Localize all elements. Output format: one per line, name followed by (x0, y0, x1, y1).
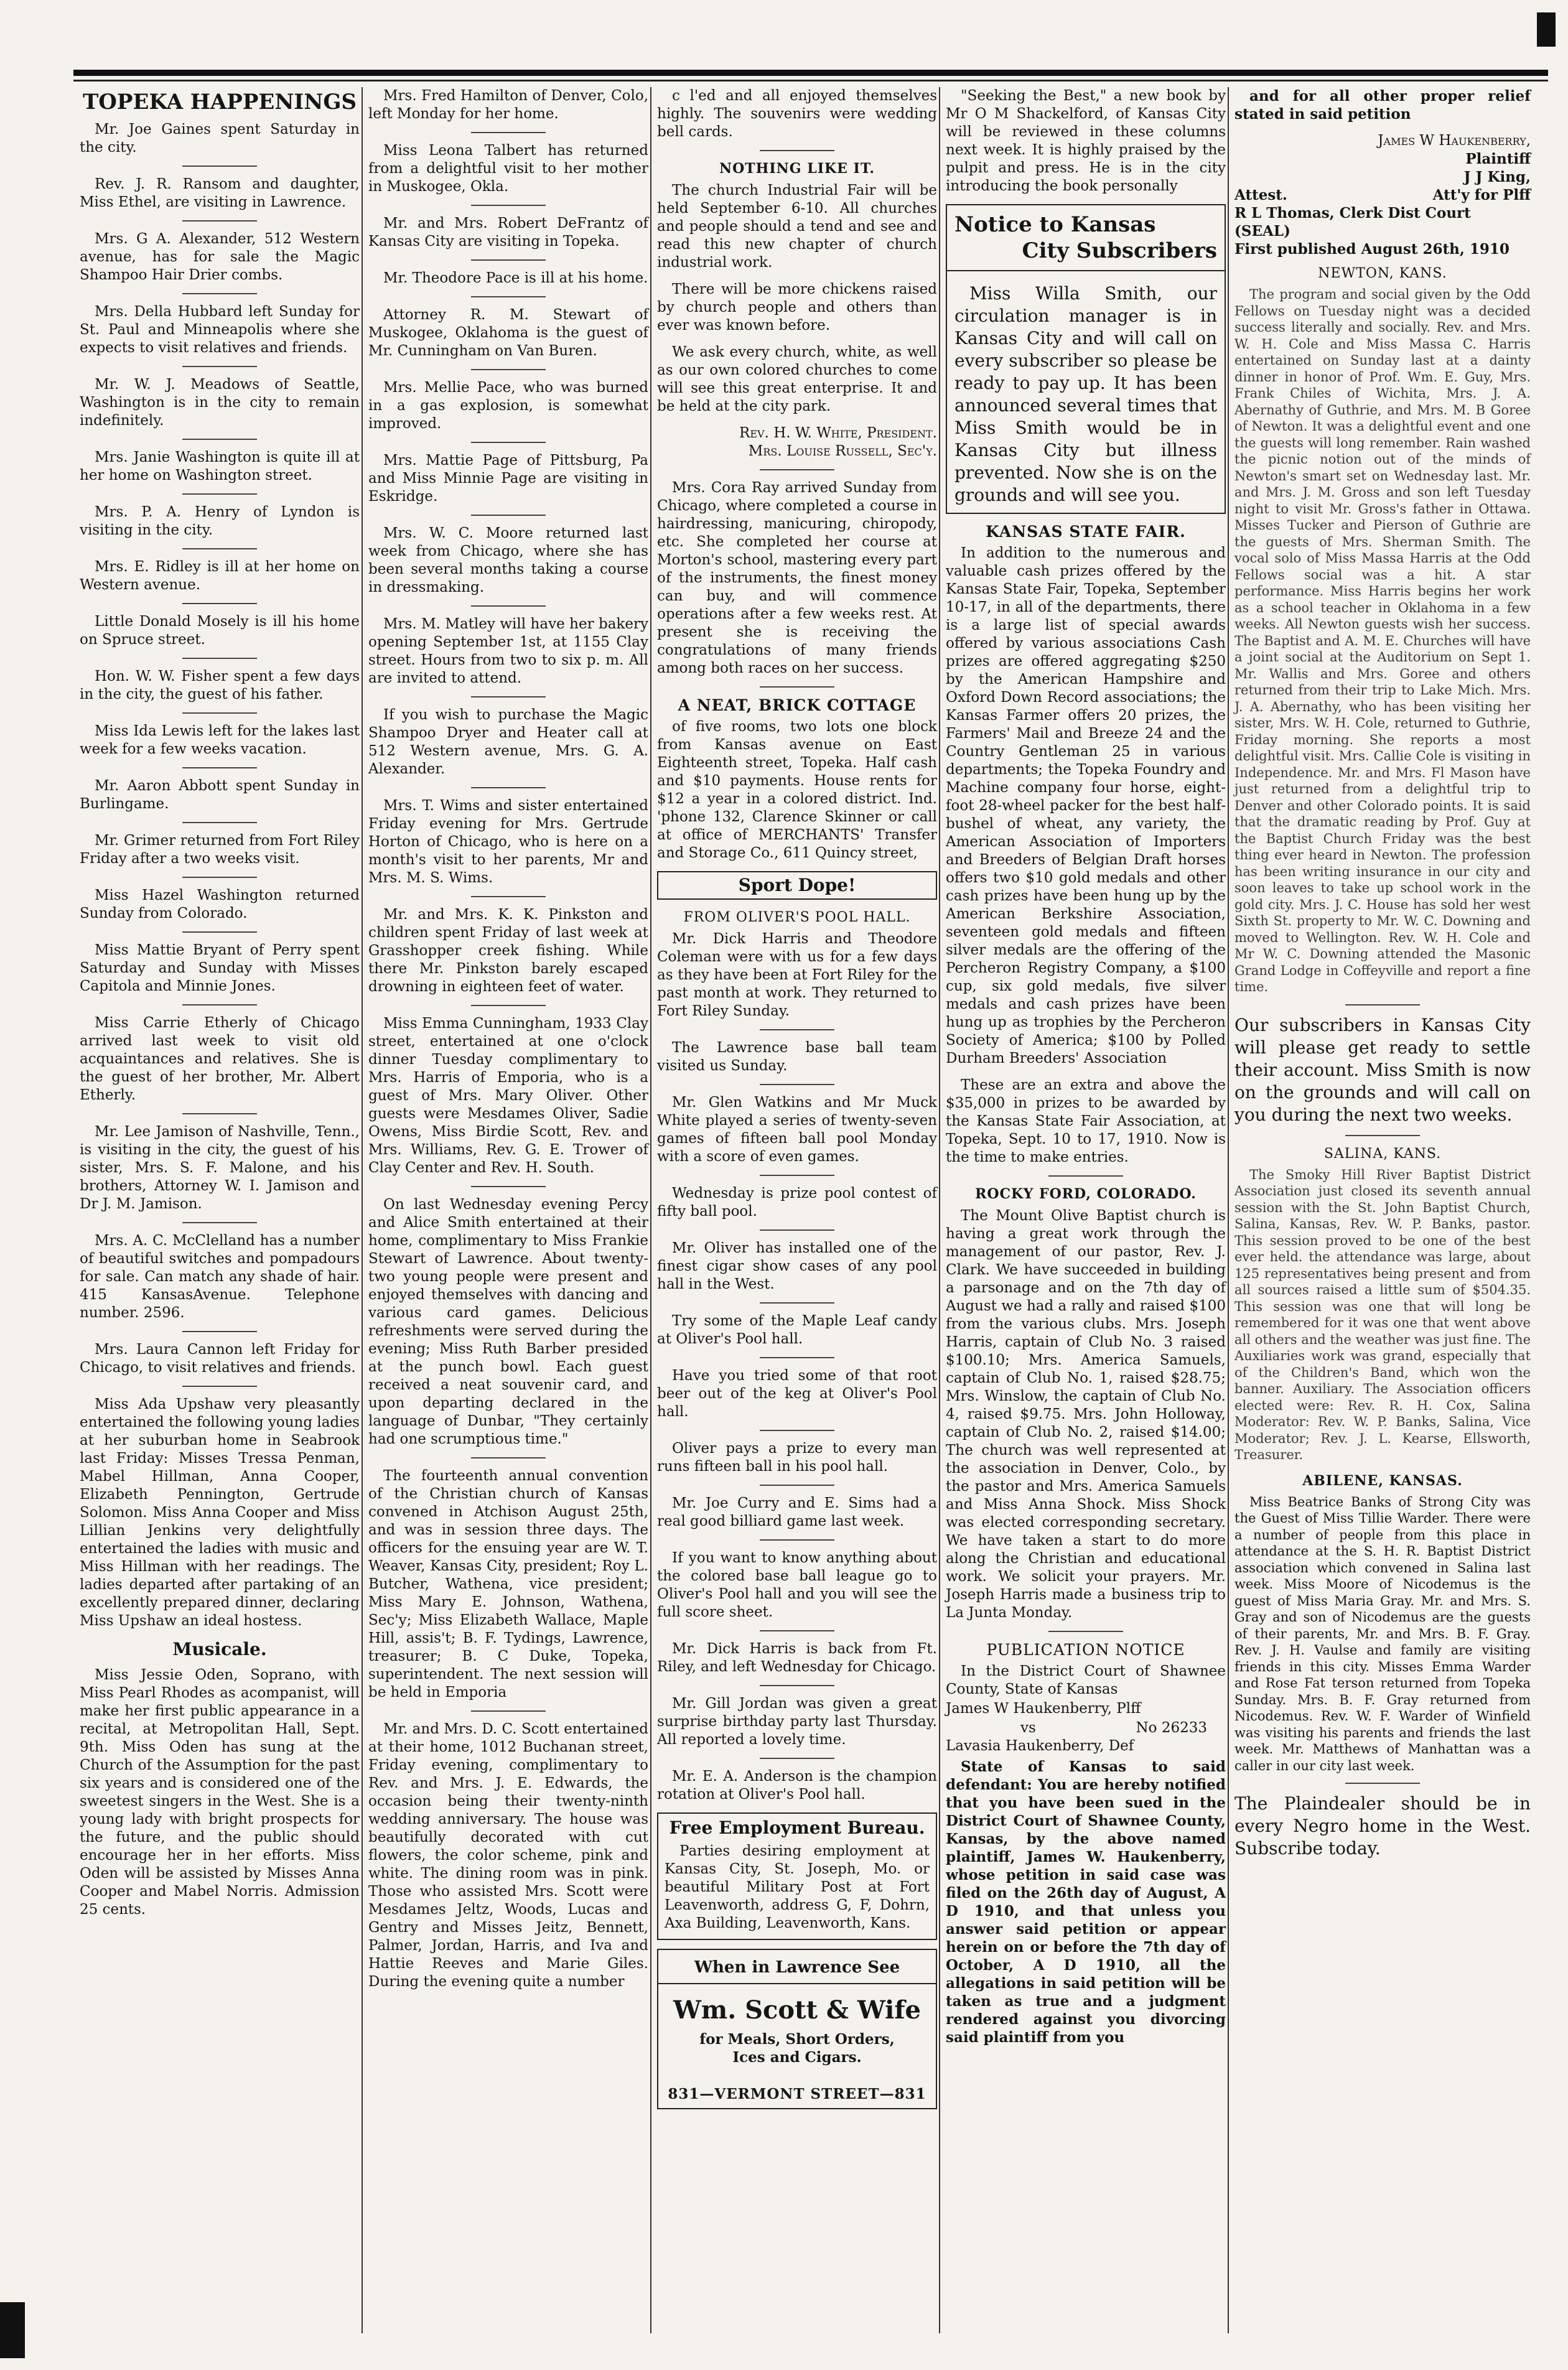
news-item: Mrs. Della Hubbard left Sunday for St. Paul and Minneapolis where she expects to visit relatives and friends. (80, 304, 360, 356)
separator (471, 896, 546, 897)
separator (760, 686, 834, 688)
sport-item: Mr. Dick Harris is back from Ft. Riley, and left Wednesday for Chicago. (657, 1641, 937, 1675)
nothing-like-it-signature: Rev. H. W. White, President. (739, 425, 937, 441)
news-item: Rev. J. R. Ransom and daughter, Miss Ethel, are visiting in Lawrence. (80, 176, 360, 210)
employment-title: Free Employment Bureau. (669, 1817, 925, 1838)
separator (760, 1430, 834, 1431)
publication-plaintiff: James W Haukenberry, Plff (946, 1701, 1141, 1717)
news-item: Miss Leona Talbert has returned from a delightful visit to her mother in Muskogee, Okla. (368, 142, 648, 195)
separator (471, 205, 546, 206)
news-item: Mr. and Mrs. Robert DeFrantz of Kansas City are visiting in Topeka. (368, 215, 648, 250)
separator (182, 1331, 257, 1332)
separator (760, 1029, 834, 1030)
notice-kc-title-line1: Notice to Kansas (954, 212, 1156, 237)
separator (760, 1539, 834, 1541)
separator (182, 366, 257, 367)
notice-kc-title (954, 212, 1217, 264)
separator (471, 1186, 546, 1187)
news-item: Mrs. T. Wims and sister entertained Friday evening for Mrs. Gertrude Horton of Chicago, who is here on a month's visit to her parents, Mr and Mrs. M. S. Wims. (368, 798, 648, 886)
masthead-rule (73, 70, 1548, 76)
news-item: Mrs. G A. Alexander, 512 Western avenue, has for sale the Magic Shampoo Hair Drier combs. (80, 231, 360, 283)
scan-corner-mark (0, 2302, 25, 2358)
separator (760, 1229, 834, 1231)
news-item: Miss Hazel Washington returned Sunday from Colorado. (80, 887, 360, 921)
publication-court: In the District Court of Shawnee County, State of Kansas (946, 1663, 1226, 1697)
news-item: Mr. Theodore Pace is ill at his home. (383, 270, 648, 286)
separator (471, 605, 546, 607)
nothing-like-it-text2: There will be more chickens raised by church people and others than ever was known before. (657, 281, 937, 334)
news-item: Mrs. E. Ridley is ill at her home on Western avenue. (80, 559, 360, 593)
separator (471, 1710, 546, 1712)
column-4 (946, 87, 1226, 2055)
news-item: Mrs. M. Matley will have her bakery opening September 1st, at 1155 Clay street. Hours from two to six p. m. All are invited to attend. (368, 616, 648, 686)
news-item: Mr. Joe Gaines spent Saturday in the city. (80, 121, 360, 156)
separator (182, 293, 257, 294)
separator (760, 1630, 834, 1631)
employment-box (657, 1812, 937, 1940)
separator (471, 259, 546, 261)
separator (1345, 1783, 1420, 1784)
column-5 (1234, 87, 1531, 1868)
sport-item: Mr. E. A. Anderson is the champion rotation at Oliver's Pool hall. (657, 1768, 937, 1803)
scott-ad-line2: Ices and Cigars. (732, 2049, 862, 2066)
nothing-like-it-signature-2: Mrs. Louise Russell, Sec'y. (748, 443, 937, 459)
separator (182, 1386, 257, 1387)
plaintiff-label: Plaintiff (1465, 151, 1531, 167)
news-item: Mr. and Mrs. K. K. Pinkston and children spent Friday of last week at Grasshopper creek fishing. While there Mr. Pinkston barely escaped drowning in eighteen feet of water. (368, 907, 648, 995)
news-item: Mrs. Fred Hamilton of Denver, Colo, left Monday for her home. (368, 88, 648, 122)
first-published: First published August 26th, 1910 (1234, 241, 1510, 258)
musicale-text: Miss Jessie Oden, Soprano, with Miss Pearl Rhodes as acompanist, will make her first public appearance in a recital, at Metropolitan Hall, Sept. 9th. Miss Oden has sung at the Church of the Assumption for the past six years and is considered one of the sweetest singers in the West. She is a young lady with bright prospects for the future, and the public should encourage her in her efforts. Miss Oden will be assisted by Misses Anna Cooper and Mabel Norris. Admission 25 cents. (80, 1667, 360, 1918)
topeka-items (80, 121, 360, 1630)
news-item: Mr. Grimer returned from Fort Riley Friday after a two weeks visit. (80, 833, 360, 867)
separator (182, 658, 257, 659)
separator (1048, 1175, 1123, 1177)
separator (760, 1685, 834, 1686)
separator (182, 712, 257, 714)
separator (760, 1302, 834, 1304)
news-item: Mr. W. J. Meadows of Seattle, Washington is in the city to remain indefinitely. (80, 376, 360, 429)
salina-text: The Smoky Hill River Baptist District Association just closed its seventh annual session with the St. John Baptist Church, Salina, Kansas, Rev. W. P. Banks, pastor. This session proved to be one of the best ever held. the attendance was large, about 125 representatives being present and from all sources raised a little sum of $504.35. This session was one that will long be remembered for it was one that went above all others and the weather was just fine. The Auxiliaries work was grand, especially that of the Children's Band, which won the banner. Auxiliary. The Association officers elected were: Rev. R. H. Cox, Salina Moderator: Rev. W. P. Banks, Salina, Vice Moderator; Rev. J. L. Kearse, Ellsworth, Treasurer. (1234, 1167, 1531, 1462)
attorney-signature: J J King, (1463, 169, 1531, 185)
separator (182, 1113, 257, 1114)
separator (182, 1222, 257, 1223)
separator (1048, 1631, 1123, 1632)
publication-defendant: Lavasia Haukenberry, Def (946, 1738, 1134, 1754)
news-item: If you wish to purchase the Magic Shampoo Dryer and Heater call at 512 Western avenue, Mrs. G. A. Alexander. (368, 707, 648, 777)
sport-dope-box (657, 871, 937, 900)
separator (182, 439, 257, 440)
nothing-like-it-title: NOTHING LIKE IT. (719, 161, 875, 177)
separator (182, 822, 257, 823)
sport-item: Mr. Dick Harris and Theodore Coleman were with us for a few days as they have been at Fort Riley for the past month at work. They returned to Fort Riley Sunday. (657, 931, 937, 1019)
publication-number: No 26233 (1136, 1720, 1207, 1736)
news-item: Mrs. Mellie Pace, who was burned in a gas explosion, is somewhat improved. (368, 380, 648, 432)
publication-text: State of Kansas to said defendant: You are hereby notified that you have been sued in the District Court of Shawnee County, Kansas, by the above named plaintiff, James W. Haukenberry, whose petition in said case was filed on the 26th day of August, A D 1910, and that unless you answer said petition or appear herein on or before the 7th day of October, A D 1910, all the allegations in said petition will be taken as true and a judgment rendered against you divorcing said plaintiff from you (946, 1758, 1226, 2046)
news-item: Mrs. Laura Cannon left Friday for Chicago, to visit relatives and friends. (80, 1341, 360, 1376)
scott-ad-box (657, 1949, 937, 2109)
rocky-ford-title: ROCKY FORD, COLORADO. (975, 1186, 1197, 1202)
petition-continued: and for all other proper relief stated in said petition (1234, 88, 1531, 123)
section-title-topeka: TOPEKA HAPPENINGS (83, 90, 357, 114)
news-item: Miss Ada Upshaw very pleasantly entertained the following young ladies at her suburban home in Seabrook last Friday: Misses Tressa Penman, Mabel Hillman, Anna Cooper, Elizabeth Pennington, Gertrude Solomon. Miss Anna Cooper and Miss Lillian Jenkins very delightfully entertained the ladies with music and Miss Hillman with her readings. The ladies departed after partaking of an excellently prepared dinner, declaring Miss Upshaw an ideal hostess. (80, 1396, 360, 1629)
news-item: Mrs. W. C. Moore returned last week from Chicago, where she has been several months taking a course in dressmaking. (368, 525, 648, 595)
wedding-continued: c l'ed and all enjoyed themselves highly. The souvenirs were wedding bell cards. (657, 88, 937, 140)
separator (471, 296, 546, 297)
state-fair-title: KANSAS STATE FAIR. (986, 523, 1186, 541)
notice-kc-box (946, 204, 1226, 514)
nothing-like-it-text3: We ask every church, white, as well as our own colored churches to come will see this great enterprise. It and be held at the city park. (657, 344, 937, 414)
separator (182, 493, 257, 495)
sport-dope-title: Sport Dope! (738, 875, 856, 895)
column-rule (362, 87, 363, 2333)
rocky-ford-text: The Mount Olive Baptist church is having a great work through the management of our pastor, Rev. J. Clark. We have succeeded in building a parsonage and on the 7th day of August we had a rally and raised $100 from the various clubs. Mrs. Joseph Harris, captain of Club No. 3 raised $100.10; Mrs. America Samuels, captain of Club No. 1, raised $28.75; Mrs. Winslow, the captain of Club No. 4, raised $9.75. Mrs. John Holloway, captain of Club No. 2, raised $14.00; The church was well represented at the association in Denver, Colo., by the pastor and Mrs. America Samuels and Miss Anna Shock. Miss Shock was elected corresponding secretary. We have taken a start to do more along the Christian and educational work. We solicit your prayers. Mr. Joseph Harris made a business trip to La Junta Monday. (946, 1208, 1226, 1621)
column-2-items (368, 87, 648, 1991)
separator (760, 1084, 834, 1085)
cora-ray-item: Mrs. Cora Ray arrived Sunday from Chicago, where completed a course in hairdressing, manicuring, chiropody, etc. She completed her course at Morton's school, mastering every part of the instruments, the finest money can buy, and will commence operations after a few weeks rest. At present she is receiving the congratulations of many friends among both races on her success. (657, 480, 937, 676)
column-rule (939, 87, 940, 2333)
separator (471, 515, 546, 516)
publication-notice-title: PUBLICATION NOTICE (986, 1641, 1185, 1659)
separator (1345, 1004, 1420, 1005)
musicale-title: Musicale. (172, 1639, 267, 1659)
separator (760, 1758, 834, 1759)
attorney-label: Att'y for Plff (1432, 187, 1531, 203)
separator (182, 1004, 257, 1005)
separator (471, 696, 546, 697)
news-item: Miss Emma Cunningham, 1933 Clay street, entertained at one o'clock dinner Tuesday complimentary to Mrs. Harris of Emporia, who is a guest of Mrs. Mary Oliver. Other guests were Mesdames Oliver, Sadie Owens, Miss Birdie Scott, Rev. and Mrs. Williams, Rev. G. E. Trower of Clay Center and Rev. H. South. (368, 1015, 648, 1176)
salina-title: SALINA, KANS. (1323, 1145, 1442, 1162)
column-3 (657, 87, 937, 2118)
separator (471, 369, 546, 370)
news-item: Mr. Aaron Abbott spent Sunday in Burlingame. (80, 778, 360, 812)
column-rule (650, 87, 651, 2333)
scan-corner-mark (1537, 12, 1556, 47)
news-item: Miss Ida Lewis left for the lakes last week for a few weeks vacation. (80, 723, 360, 757)
scott-ad-line1: for Meals, Short Orders, (699, 2031, 895, 2048)
news-item: Miss Mattie Bryant of Perry spent Saturday and Sunday with Misses Capitola and Minnie Jones. (80, 942, 360, 994)
separator (760, 150, 834, 151)
separator (182, 931, 257, 933)
abilene-title: ABILENE, KANSAS. (1302, 1472, 1463, 1489)
scott-ad-when: When in Lawrence See (694, 1958, 900, 1977)
news-item: The fourteenth annual convention of the Christian church of Kansas convened in Atchison August 25th, and was in session three days. The officers for the ensuing year are W. T. Weaver, Kansas City, president; Roy L. Butcher, Wathena, vice president; Miss Mary E. Johnson, Wathena, Sec'y; Miss Elizabeth Wallace, Maple Hill, assis't; B. F. Tydings, Lawrence, treasurer; B. C Duke, Topeka, superintendent. The next session will be held in Emporia (368, 1468, 648, 1701)
notice-kc-title-line2: City Subscribers (1022, 238, 1217, 263)
separator (471, 1457, 546, 1458)
separator (1345, 1135, 1420, 1136)
separator (471, 1005, 546, 1006)
sport-dope-subtitle: FROM OLIVER'S POOL HALL. (683, 910, 911, 925)
masthead-rule-thin (73, 80, 1548, 82)
sport-item: The Lawrence base ball team visited us Sunday. (657, 1040, 937, 1074)
separator (182, 220, 257, 222)
sport-item: Mr. Joe Curry and E. Sims had a real good billiard game last week. (657, 1495, 937, 1529)
abilene-text: Miss Beatrice Banks of Strong City was the Guest of Miss Tillie Warder. There were a number of people from this place in attendance at the S. H. R. Baptist District association which convened in Salina last week. Miss Moore of Nicodemus is the guest of Miss Maria Gray. Mr. and Mrs. S. Gray and son of Nicodemus are the guests of their parents, Mr. and Mrs. B. F. Gray. Rev. J. H. Vaulse and family are visiting friends in this city. Misses Emma Warder and Rose Fat terson returned from Topeka Sunday. Mrs. B. F. Gray returned from Nicodemus. Rev. W. F. Warder of Winfield was visiting his parents and friends the last week. Mr. Matthews of Manhattan was a caller in our city last week. (1234, 1494, 1531, 1773)
column-2 (368, 87, 648, 2000)
sport-item: Have you tried some of that root beer out of the keg at Oliver's Pool hall. (657, 1368, 937, 1420)
clerk-line: R L Thomas, Clerk Dist Court (1234, 205, 1471, 222)
state-fair-text2: These are an extra and above the $35,000 in prizes to be awarded by the Kansas State Fair Association, at Topeka, Sept. 10 to 17, 1910. Now is the time to make entries. (946, 1077, 1226, 1165)
sport-item: Wednesday is prize pool contest of fifty ball pool. (657, 1185, 937, 1220)
plaintiff-signature: James W Haukenberry, (1378, 133, 1531, 149)
nothing-like-it-text: The church Industrial Fair will be held September 6-10. All churches and people should a tend and see and read this new chapter of church industrial work. (657, 182, 937, 271)
book-review-item: "Seeking the Best," a new book by Mr O M Shackelford, of Kansas City will be reviewed in these columns next week. It is highly praised by the pulpit and press. He is in the city introducing the book personally (946, 88, 1226, 194)
news-item: Hon. W. W. Fisher spent a few days in the city, the guest of his father. (80, 668, 360, 702)
news-item: Mrs. A. C. McClelland has a number of beautiful switches and pompadours for sale. Can match any shade of hair. 415 KansasAvenue. Telephone number. 2596. (80, 1233, 360, 1321)
attest-line (1234, 186, 1531, 204)
news-item: Mrs. Mattie Page of Pittsburg, Pa and Miss Minnie Page are visiting in Eskridge. (368, 452, 648, 505)
news-item: Mr. Lee Jamison of Nashville, Tenn., is visiting in the city, the guest of his sister, Mrs. S. F. Malone, and his brothers, Attorney W. I. Jamison and Dr J. M. Jamison. (80, 1124, 360, 1212)
scott-ad-address: 831—VERMONT STREET—831 (668, 2086, 926, 2102)
news-item: Miss Carrie Etherly of Chicago arrived last week to visit old acquaintances and relatives. She is the guest of her brother, Mr. Albert Etherly. (80, 1015, 360, 1103)
publication-case (946, 1719, 1226, 1737)
newton-title: NEWTON, KANS. (1318, 266, 1447, 281)
news-item: Mrs. P. A. Henry of Lyndon is visiting in the city. (80, 504, 360, 538)
separator (760, 469, 834, 470)
separator (182, 603, 257, 604)
news-item: Mrs. Janie Washington is quite ill at her home on Washington street. (80, 449, 360, 483)
news-item: Mr. and Mrs. D. C. Scott entertained at their home, 1012 Buchanan street, Friday evening, complimentary to Rev. and Mrs. J. E. Edwards, the occasion being their twenty-ninth wedding anniversary. The house was beautifully decorated with cut flowers, the color scheme, pink and white. The dining room was in pink. Those who assisted Mrs. Scott were Mesdames Jeltz, Woods, Lucas and Gentry and Misses Jeitz, Bennett, Palmer, Jordan, Harris, and Iva and Hattie Reeves and Marie Giles. During the evening quite a number (368, 1721, 648, 1990)
separator (760, 1485, 834, 1486)
employment-text: Parties desiring employment at Kansas City, St. Joseph, Mo. or beautiful Military Post at Fort Leavenworth, address G, F, Dohrn, Axa Building, Leavenworth, Kans. (665, 1843, 930, 1931)
news-item: Little Donald Mosely is ill his home on Spruce street. (80, 613, 360, 648)
state-fair-text: In addition to the numerous and valuable cash prizes offered by the Kansas State Fair, Topeka, September 10-17, in all of the departments, there is a large list of special awards offered by various associations Cash prizes are offered aggregating $250 by the American Hampshire and Oxford Down Record associations; the Kansas Farmer offers 20 prizes, the Farmers' Mail and Breeze 24 and the Country Gentleman 25 in various departments; the Topeka Foundry and Machine company four horse, eight-foot 28-wheel packer for the best half-bushel of wheat, any variety, the American Association of Importers and Breeders of Belgian Draft horses offers two $10 gold medals and other cash prizes have been hung up by the American Berkshire Association, seventeen gold medals and fifteen silver medals are the offering of the Percheron Registry Company, a $100 cup, six gold medals, five silver medals and cash prizes have been hung up as trophies by the Percheron Society of America; $100 by Polled Durham Breeders' Association (946, 545, 1226, 1066)
seal-line: (SEAL) (1234, 223, 1290, 240)
separator (471, 442, 546, 443)
sport-item: Mr. Glen Watkins and Mr Muck White played a series of twenty-seven games of fifteen ball pool Monday with a score of even games. (657, 1094, 937, 1165)
scott-ad-name: Wm. Scott & Wife (673, 1995, 921, 2025)
plaindealer-text: The Plaindealer should be in every Negro home in the West. Subscribe today. (1234, 1793, 1531, 1859)
separator (760, 1357, 834, 1358)
separator (471, 787, 546, 788)
sport-item: Mr. Oliver has installed one of the finest cigar show cases of any pool hall in the West. (657, 1240, 937, 1292)
separator (182, 877, 257, 878)
cottage-title: A NEAT, BRICK COTTAGE (678, 696, 917, 714)
cottage-text: of five rooms, two lots one block from Kansas avenue on East Eighteenth street, Topeka. Half cash and $10 payments. House rents for $12 a year in a colored district. Ind. 'phone 132, Clarence Skinner or call at office of MERCHANTS' Transfer and Storage Co., 611 Quincy street, (657, 719, 937, 861)
newton-text: The program and social given by the Odd Fellows on Tuesday night was a decided success literally and socially. Rev. and Mrs. W. H. Cole and Miss Massa C. Harris entertained on Sunday last at a dainty dinner in honor of Prof. Wm. E. Guy, Mrs. Frank Chiles of Wichita, Mrs. J. A. Abernathy of Guthrie, and Mrs. M. B Goree of Newton. It was a delightful event and one the guests will long remember. Rain washed the picnic notion out of the minds of Newton's smart set on Wednesday last. Mr. and Mrs. J. M. Gross and son left Tuesday night to visit Mr. Gross's father in Ottawa. Misses Tucker and Pierson of Guthrie are the guests of Mrs. Sherman Smith. The vocal solo of Miss Massa Harris at the Odd Fellows social was a hit. A star performance. Miss Harris begins her work as a school teacher in Oklahoma in a few weeks. All Newton guests wish her success. The Baptist and A. M. E. Churches will have a joint social at the Auditorium on Sept 1. Mr. Wallis and Mrs. Goree and others returned from their trip to Lake Mich. Mrs. J. A. Abernathy, who has been visiting her sister, Mrs. W. H. Cole, returned to Guthrie, Friday morning. She reports a most delightful visit. Mrs. Callie Cole is visiting in Independence. Mr. and Mrs. Fl Mason have just returned from a delightful trip to Denver and other Colorado points. It is said that the dramatic reading by Prof. Guy at the Baptist Church Friday was the best thing ever heard in Newton. The profession has been writing insurance in our city and soon leaves to take up school work in the gold city. Mrs. J. C. House has sold her west Sixth St. property to Mr. W. C. Downing and moved to Wellington. Rev. W. H. Cole and Mr W. C. Downing attended the Masonic Grand Lodge in Coffeyville and report a fine time. (1234, 287, 1531, 994)
sport-item: If you want to know anything about the colored base ball league go to Oliver's Pool hall and you will see the full score sheet. (657, 1550, 937, 1620)
separator (760, 1175, 834, 1176)
sport-item: Oliver pays a prize to every man runs fifteen ball in his pool hall. (657, 1440, 937, 1475)
sport-item: Mr. Gill Jordan was given a great surprise birthday party last Thursday. All reported a lovely time. (657, 1696, 937, 1748)
publication-vs: vs (1020, 1720, 1036, 1736)
separator (182, 548, 257, 549)
news-item: Attorney R. M. Stewart of Muskogee, Oklahoma is the guest of Mr. Cunningham on Van Buren. (368, 307, 648, 359)
column-rule (1228, 87, 1229, 2333)
separator (182, 166, 257, 167)
sport-item: Try some of the Maple Leaf candy at Oliver's Pool hall. (657, 1313, 937, 1347)
sport-items (657, 930, 937, 1804)
attest-label: Attest. (1234, 187, 1287, 203)
separator (182, 767, 257, 768)
notice-kc-text: Miss Willa Smith, our circulation manager is in Kansas City and will call on every subscriber so please be ready to pay up. It has been announced several times that Miss Smith would be in Kansas City but illness prevented. Now she is on the grounds and will see you. (954, 283, 1217, 505)
column-1 (80, 87, 360, 1928)
separator (471, 132, 546, 133)
subscribers-kc-text: Our subscribers in Kansas City will please get ready to settle their account. Miss Smith is now on the grounds and will call on you during the next two weeks. (1234, 1014, 1531, 1125)
news-item: On last Wednesday evening Percy and Alice Smith entertained at their home, complimentary to Miss Frankie Stewart of Lawrence. About twenty-two young people were present and enjoyed themselves with dancing and various card games. Delicious refreshments were served during the evening; Miss Ruth Barber presided at the punch bowl. Each guest received a neat souvenir card, and upon departing declared in the language of Dunbar, "They certainly had one scrumptious time." (368, 1197, 648, 1447)
